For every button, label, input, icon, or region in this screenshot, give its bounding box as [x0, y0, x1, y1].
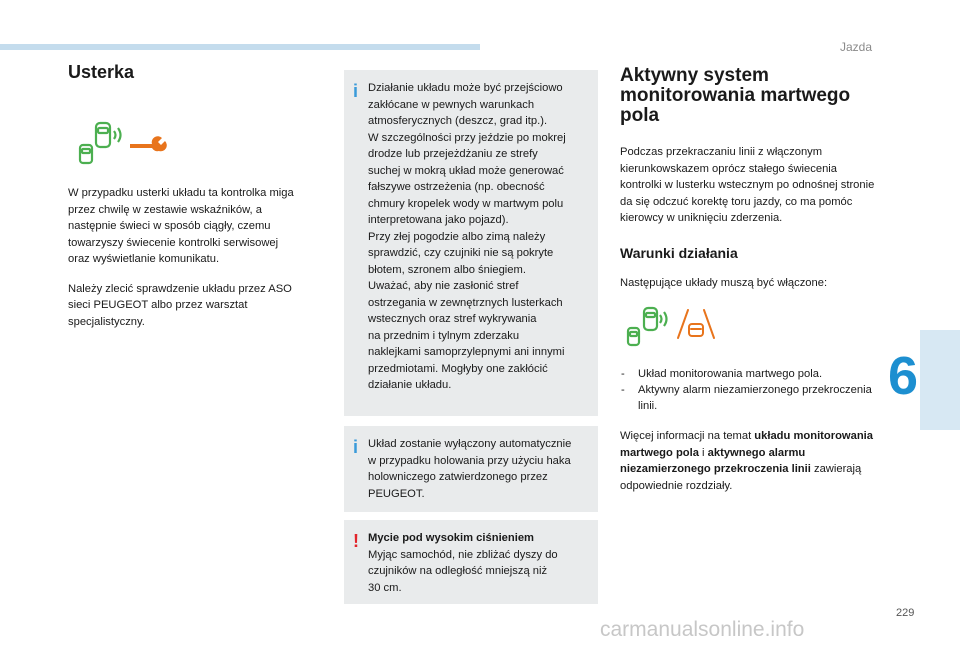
info-box-weather [344, 70, 598, 416]
info-line: naklejkami samoprzylepnymi ani innymi [368, 346, 565, 358]
info-line: fałszywe ostrzeżenia (np. obecność [368, 181, 545, 193]
info-line: błotem, szronem albo śniegiem. [368, 263, 526, 276]
link-text-blind-spot: układu monitorowania martwego pola [620, 430, 874, 459]
info-line: w przypadku holowania przy użyciu haka [368, 454, 571, 467]
info-line: na przednim i tylnym zderzaku [368, 329, 520, 342]
warning-icon: ! [353, 531, 359, 551]
info-line: W szczególności przy jeździe po mokrej [368, 131, 566, 144]
info-line: holowniczego zatwierdzonego przez [368, 471, 548, 483]
info-line: interpretowana jako pojazd). [368, 214, 509, 226]
info-line: wstecznych oraz stref wykrywania [368, 313, 537, 325]
info-line: Działanie układu może być przejściowo [368, 82, 563, 94]
info-line: przedmiotami. Mogłyby one zakłócić [368, 362, 548, 375]
lane-warning-icon [676, 308, 716, 342]
fault-section [68, 62, 300, 343]
conditions-intro: Następujące układy muszą być włączone: [620, 276, 828, 289]
warning-line: 30 cm. [368, 581, 402, 594]
info-line: suchej w mokrą układ może generować [368, 164, 564, 177]
conditions-title: Warunki działania [620, 244, 738, 261]
fault-icons [74, 115, 300, 171]
link-text-lane-alert: aktywnego alarmu niezamierzonego przekroczenia linii [620, 446, 811, 475]
system-title: Aktywny system monitorowania martwego pola [620, 65, 851, 126]
fault-title: Usterka [68, 62, 135, 82]
warning-box-washing [344, 520, 598, 604]
info-line: sprawdzić, czy czujniki nie są pokryte [368, 247, 554, 259]
info-line: działanie układu. [368, 379, 452, 391]
info-line: ostrzegania w zewnętrznych lusterkach [368, 296, 563, 309]
fault-paragraph: W przypadku usterki układu ta kontrolka miga przez chwilę w zestawie wskaźników, a następnie świeci w sposób ciągły, czemu towarzyszy świecenie kontrolki serwisowej oraz wyświetlanie komunikatu. [68, 187, 294, 265]
info-line: PEUGEOT. [368, 487, 425, 500]
warning-title: Mycie pod wysokim ciśnieniem [368, 532, 535, 544]
info-line: Przy złej pogodzie albo zimą należy [368, 230, 546, 243]
conditions-icons [624, 304, 878, 352]
conditions-list [620, 366, 878, 414]
section-label: Jazda [839, 40, 872, 54]
info-line: zakłócane w pewnych warunkach [368, 98, 535, 111]
list-item: - Układ monitorowania martwego pola. [620, 366, 878, 382]
info-icon: i [353, 437, 359, 457]
more-info-paragraph: Więcej informacji na temat układu monitorowania martwego pola i aktywnego alarmu niezamierzonego przekroczenia linii zawierają odpowiednie rozdziały. [620, 430, 874, 492]
chapter-tab [920, 330, 960, 430]
page-number: 229 [896, 607, 915, 619]
info-line: chmury kropelek wody w martwym polu [368, 197, 564, 210]
warning-line: Myjąc samochód, nie zbliżać dyszy do [368, 548, 558, 561]
info-line: Uważać, aby nie zasłonić stref [368, 280, 519, 292]
watermark: carmanualsonline.info [600, 618, 805, 641]
info-line: atmosferycznych (deszcz, grad itp.). [368, 115, 548, 127]
blind-spot-indicator-icon [624, 304, 672, 350]
info-line: drodze lub przejeżdżaniu ze strefy [368, 148, 538, 160]
system-intro: Podczas przekraczaniu linii z włączonym kierunkowskazem oprócz stałego świecenia kontrolki w lusterku wstecznym po odnośnej stronie da się odczuć korektę toru jazdy, co ma pomóc kierowcy w uniknięciu zderzenia. [620, 146, 875, 224]
info-icon: i [353, 81, 359, 101]
fault-paragraph: Należy zlecić sprawdzenie układu przez ASO sieci PEUGEOT albo przez warsztat specjalistyczny. [68, 282, 292, 328]
wrench-icon [128, 131, 168, 161]
info-line: Układ zostanie wyłączony automatycznie [368, 438, 572, 450]
chapter-number: 6 [888, 346, 919, 406]
top-accent-bar [0, 44, 480, 50]
system-section [620, 66, 878, 507]
warning-line: czujników na odległość mniejszą niż [368, 565, 548, 577]
list-item: - Aktywny alarm niezamierzonego przekroczenia linii. [620, 382, 878, 414]
info-box-towing [344, 426, 598, 512]
